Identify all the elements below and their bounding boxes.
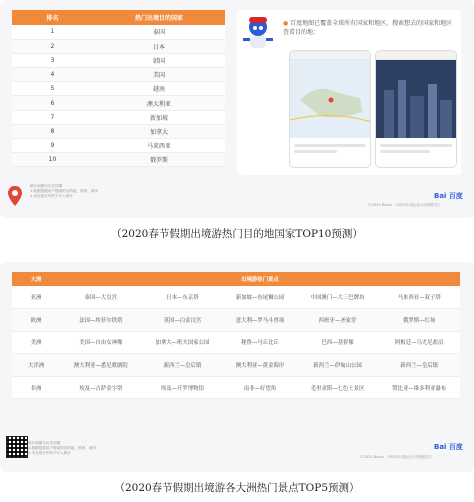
table-row bbox=[12, 354, 460, 377]
table-row bbox=[12, 153, 225, 167]
rank-cell: 4 bbox=[12, 68, 93, 82]
phone-screenshot-city bbox=[375, 50, 457, 168]
country-cell: 越南 bbox=[93, 82, 225, 96]
table-row bbox=[12, 39, 225, 53]
spot-cell: 澳大利亚—黄金海岸 bbox=[223, 354, 296, 377]
baidu-logo: Bai 百度 bbox=[434, 192, 463, 200]
top10-table bbox=[12, 10, 225, 167]
map-caption: ● 百度地图已覆盖全球所有国家和地区，搜索想去的国家和地区查看目的地： bbox=[283, 20, 453, 36]
continent-cell: 大洋洲 bbox=[12, 354, 60, 377]
header-country: 热门出境目的国家 bbox=[93, 10, 225, 25]
table-row bbox=[12, 110, 225, 124]
copyright-text: ©2020 Baidu 《2020年春运出行预测报告》 bbox=[368, 203, 442, 207]
qr-code-icon bbox=[6, 436, 28, 458]
mascot-icon bbox=[241, 14, 275, 54]
header-spots: 出境游热门景点 bbox=[60, 272, 460, 286]
rank-cell: 5 bbox=[12, 82, 93, 96]
spot-cell: 赞比亚—维多利亚瀑布 bbox=[378, 376, 460, 399]
location-pin-icon bbox=[8, 186, 22, 208]
table-row bbox=[12, 309, 460, 332]
table-row bbox=[12, 286, 460, 309]
spot-cell: 埃及—吉萨金字塔 bbox=[60, 376, 142, 399]
country-cell: 加拿大 bbox=[93, 124, 225, 138]
country-cell: 俄罗斯 bbox=[93, 153, 225, 167]
spot-cell: 巴西—基督像 bbox=[297, 331, 379, 354]
table-row bbox=[12, 139, 225, 153]
spot-cell: 毛里求斯—七色土景区 bbox=[297, 376, 379, 399]
rank-cell: 2 bbox=[12, 39, 93, 53]
table-row bbox=[12, 68, 225, 82]
country-cell: 日本 bbox=[93, 39, 225, 53]
spots-table bbox=[12, 272, 460, 399]
continent-cell: 美洲 bbox=[12, 331, 60, 354]
rank-cell: 10 bbox=[12, 153, 93, 167]
spot-cell: 泰国—大皇宫 bbox=[60, 286, 142, 309]
table-row bbox=[12, 82, 225, 96]
copyright-text-2: ©2020 Baidu 《2020年春运出行预测报告》 bbox=[360, 455, 434, 459]
table-row bbox=[12, 331, 460, 354]
spot-cell: 阿根廷—乌尤尼盐沼 bbox=[378, 331, 460, 354]
spot-cell: 新西兰—伊甸山公园 bbox=[297, 354, 379, 377]
continent-cell: 欧洲 bbox=[12, 309, 60, 332]
spot-cell: 西班牙—圣家堂 bbox=[297, 309, 379, 332]
rank-cell: 9 bbox=[12, 139, 93, 153]
top10-panel bbox=[0, 0, 474, 218]
spot-cell: 法国—埃菲尔铁塔 bbox=[60, 309, 142, 332]
spot-cell: 美国—自由女神像 bbox=[60, 331, 142, 354]
spot-cell: 英国—白金汉宫 bbox=[142, 309, 224, 332]
source-notes: 统计周期为历史同期 1.数据根据用户搜索的目的地、国家、城市 2.未在统计中的不计入统计 bbox=[30, 184, 99, 198]
table-row bbox=[12, 25, 225, 39]
rank-cell: 7 bbox=[12, 110, 93, 124]
country-cell: 美国 bbox=[93, 68, 225, 82]
spot-cell: 意大利—罗马斗兽场 bbox=[223, 309, 296, 332]
spot-cell: 埃及—开罗博物馆 bbox=[142, 376, 224, 399]
country-cell: 澳大利亚 bbox=[93, 96, 225, 110]
baidu-logo-2: Bai 百度 bbox=[434, 443, 463, 451]
table-row bbox=[12, 53, 225, 67]
spot-cell: 新西兰—皇后镇 bbox=[142, 354, 224, 377]
source-notes-2: 统计周期为历史同期 1.数据根据用户搜索的目的地、国家、城市 2.未在统计中的不计入统计 bbox=[28, 441, 97, 455]
continent-cell: 非洲 bbox=[12, 376, 60, 399]
spot-cell: 新西兰—皇后镇 bbox=[378, 354, 460, 377]
figure-caption-1: （2020春节假期出境游热门目的地国家TOP10预测） bbox=[111, 228, 363, 240]
country-cell: 新加坡 bbox=[93, 110, 225, 124]
figure-caption-2: （2020春节假期出境游各大洲热门景点TOP5预测） bbox=[114, 482, 360, 494]
rank-cell: 3 bbox=[12, 53, 93, 67]
spot-cell: 日本—东京塔 bbox=[142, 286, 224, 309]
table-row bbox=[12, 124, 225, 138]
rank-cell: 6 bbox=[12, 96, 93, 110]
rank-cell: 1 bbox=[12, 25, 93, 39]
phone-screenshot-map bbox=[289, 50, 371, 168]
rank-cell: 8 bbox=[12, 124, 93, 138]
spot-cell: 南非—好望角 bbox=[223, 376, 296, 399]
country-cell: 马来西亚 bbox=[93, 139, 225, 153]
spot-cell: 澳大利亚—悉尼歌剧院 bbox=[60, 354, 142, 377]
spot-cell: 俄罗斯—红场 bbox=[378, 309, 460, 332]
city-skyline-thumbnail bbox=[376, 60, 457, 138]
spot-cell: 中国澳门—大三巴牌坊 bbox=[297, 286, 379, 309]
spot-cell: 加拿大—班夫国家公园 bbox=[142, 331, 224, 354]
map-thumbnail bbox=[290, 60, 371, 138]
country-cell: 韩国 bbox=[93, 53, 225, 67]
spot-cell: 马来西亚—双子塔 bbox=[378, 286, 460, 309]
spot-cell: 秘鲁—马丘比丘 bbox=[223, 331, 296, 354]
map-promo-card bbox=[237, 10, 461, 175]
header-rank: 排名 bbox=[12, 10, 93, 25]
continent-cell: 亚洲 bbox=[12, 286, 60, 309]
header-continent: 大洲 bbox=[12, 272, 60, 286]
spot-cell: 新加坡—鱼尾狮公园 bbox=[223, 286, 296, 309]
table-row bbox=[12, 376, 460, 399]
country-cell: 泰国 bbox=[93, 25, 225, 39]
table-row bbox=[12, 96, 225, 110]
